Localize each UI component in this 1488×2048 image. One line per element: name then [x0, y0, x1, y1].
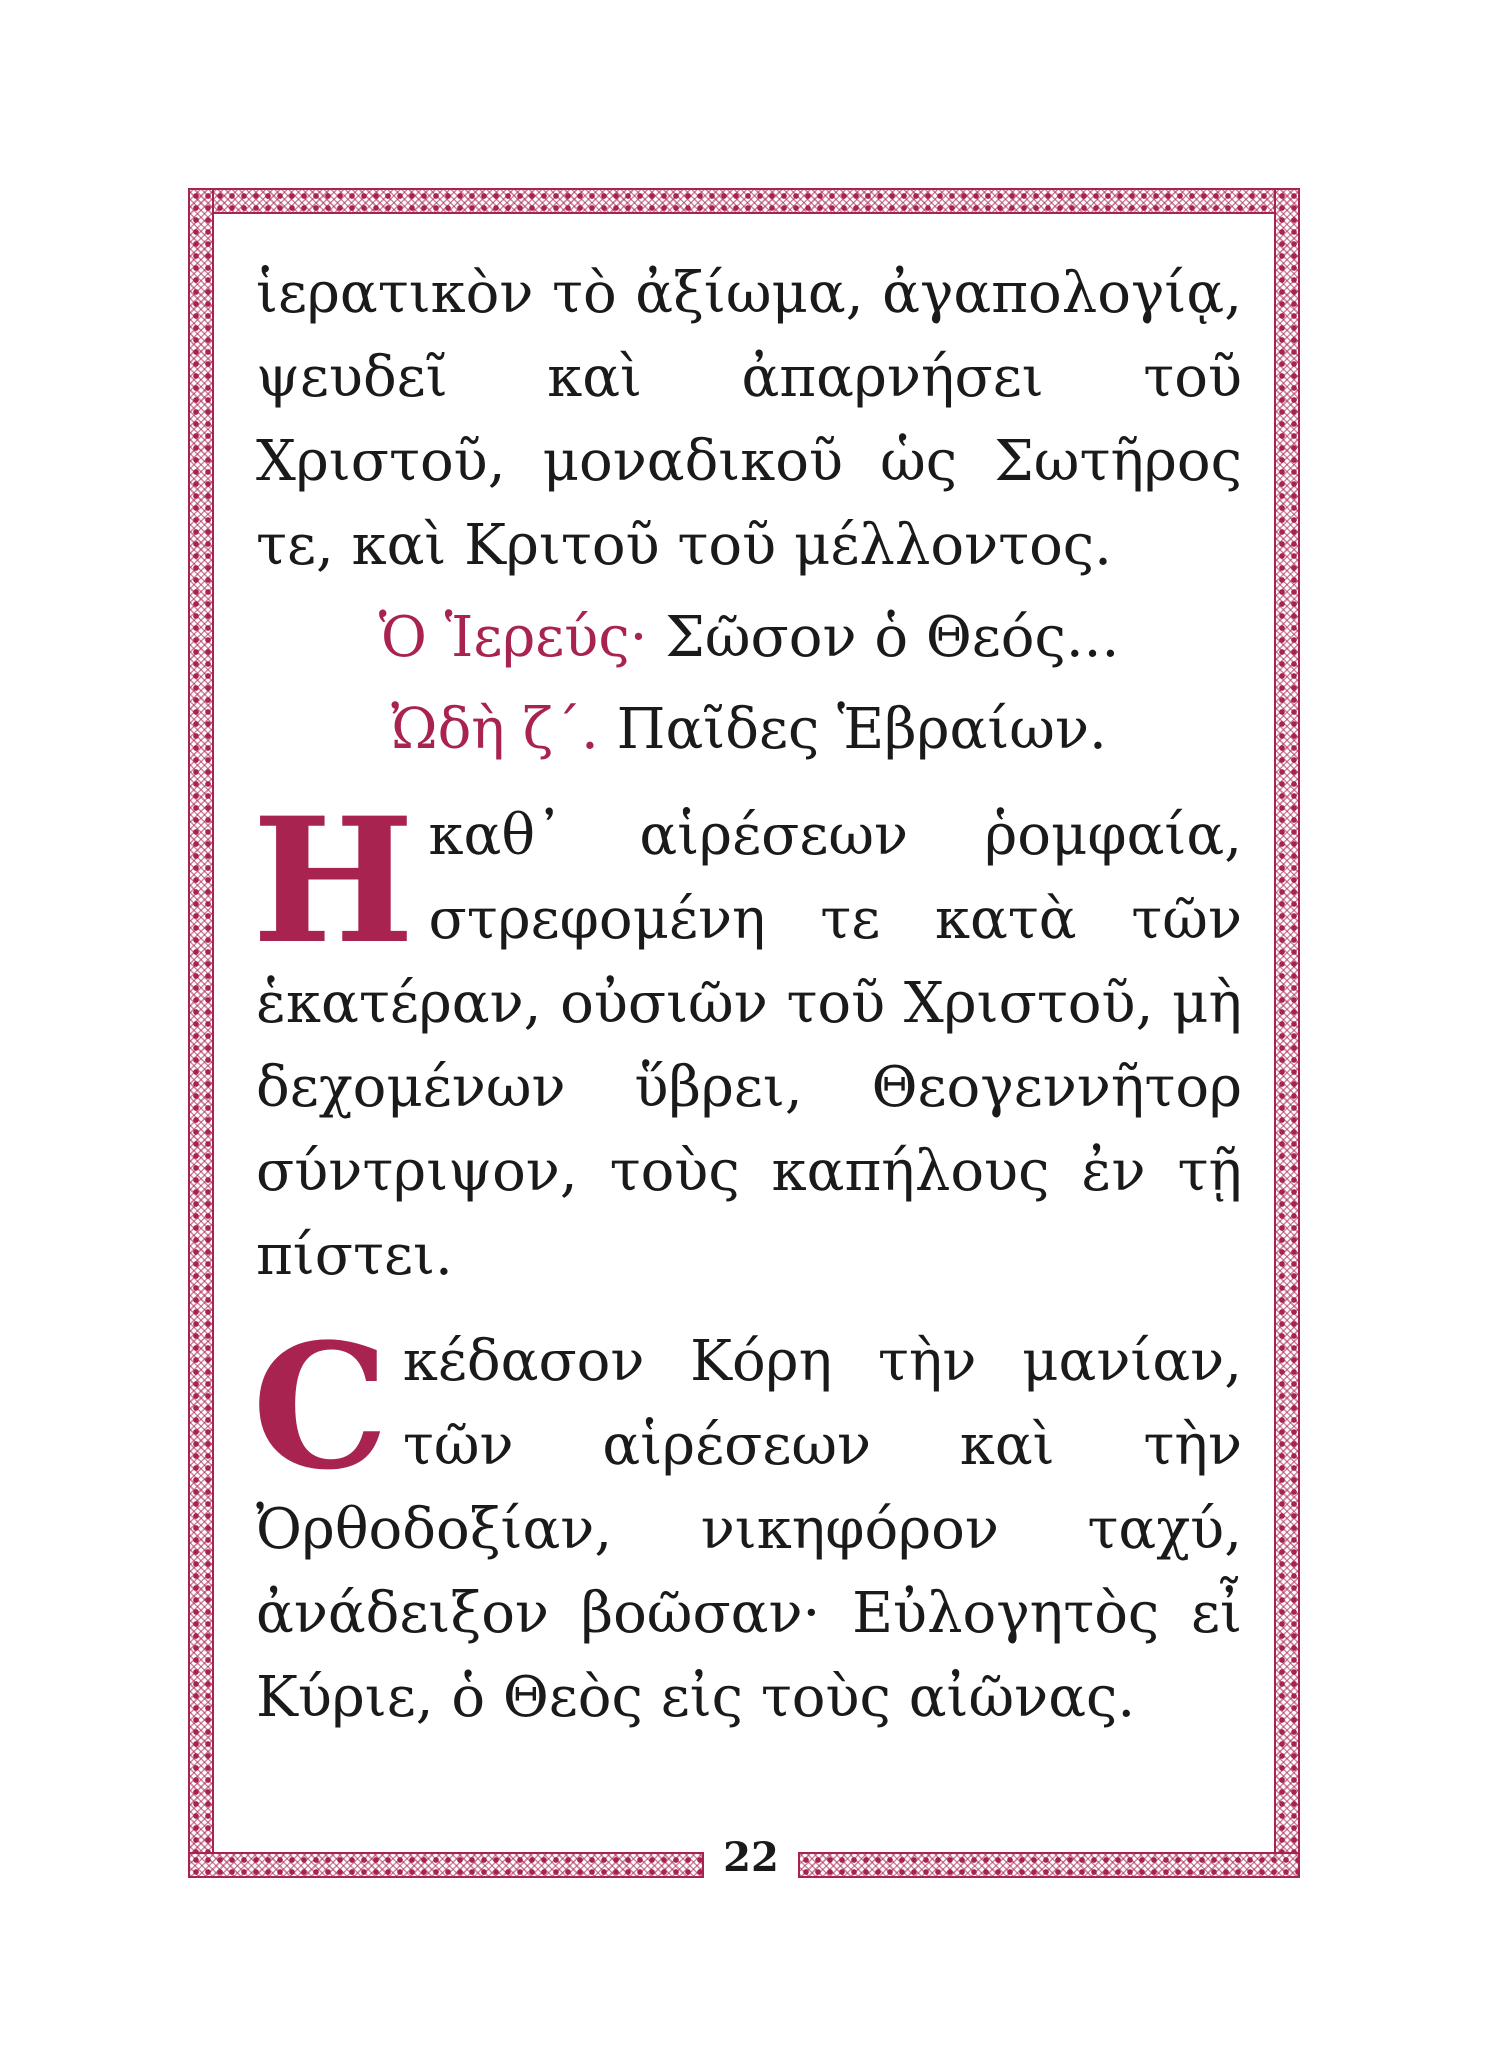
page-text [252, 252, 1242, 1740]
drop-cap-initial: С [252, 1305, 389, 1508]
ornamental-border-bottom-right [800, 1854, 1298, 1876]
ornamental-border-right [1276, 190, 1298, 1876]
rubric-priest-text: Σῶσον ὁ Θεός... [665, 605, 1120, 670]
ornamental-border-left [190, 190, 212, 1876]
drop-cap-initial: Η [252, 779, 415, 982]
troparion-2 [252, 1305, 1242, 1740]
rubric-ode-text: Παῖδες Ἑβραίων. [616, 697, 1107, 762]
rubric-priest [256, 596, 1242, 680]
troparion-2-text: κέδασον Κόρη τὴν μανίαν, τῶν αἱρέσεων καὶ τὴν Ὀρθοδοξίαν, νικηφόρον ταχύ, ἀνάδειξον βοῶσαν· Εὐλογητὸς εἶ Κύριε, ὁ Θεὸς εἰς τοὺς αἰῶνας. [256, 1329, 1242, 1730]
rubric-priest-label: Ὁ Ἱερεύς· [378, 605, 648, 670]
paragraph-continuation: ἱερατικὸν τὸ ἀξίωμα, ἀγαπολογίᾳ, ψευδεῖ καὶ ἀπαρνήσει τοῦ Χριστοῦ, μοναδικοῦ ὡς Σωτῆρος τε, καὶ Κριτοῦ τοῦ μέλλοντος. [256, 261, 1242, 578]
rubric-ode-label: Ὠδὴ ζ΄. [391, 697, 599, 762]
page-number: 22 [723, 1834, 779, 1881]
ornamental-border-top [190, 190, 1298, 212]
troparion-1-text: καθ᾽ αἱρέσεων ῥομφαία, στρεφομένη τε κατὰ τῶν ἑκατέραν, οὐσιῶν τοῦ Χριστοῦ, μὴ δεχομένων ὕβρει, Θεογεννῆτορ σύντριψον, τοὺς καπήλους ἐν τῇ πίστει. [256, 803, 1242, 1288]
ornamental-border-bottom-left [190, 1854, 702, 1876]
rubric-ode [256, 688, 1242, 772]
troparion-1 [252, 779, 1242, 1298]
